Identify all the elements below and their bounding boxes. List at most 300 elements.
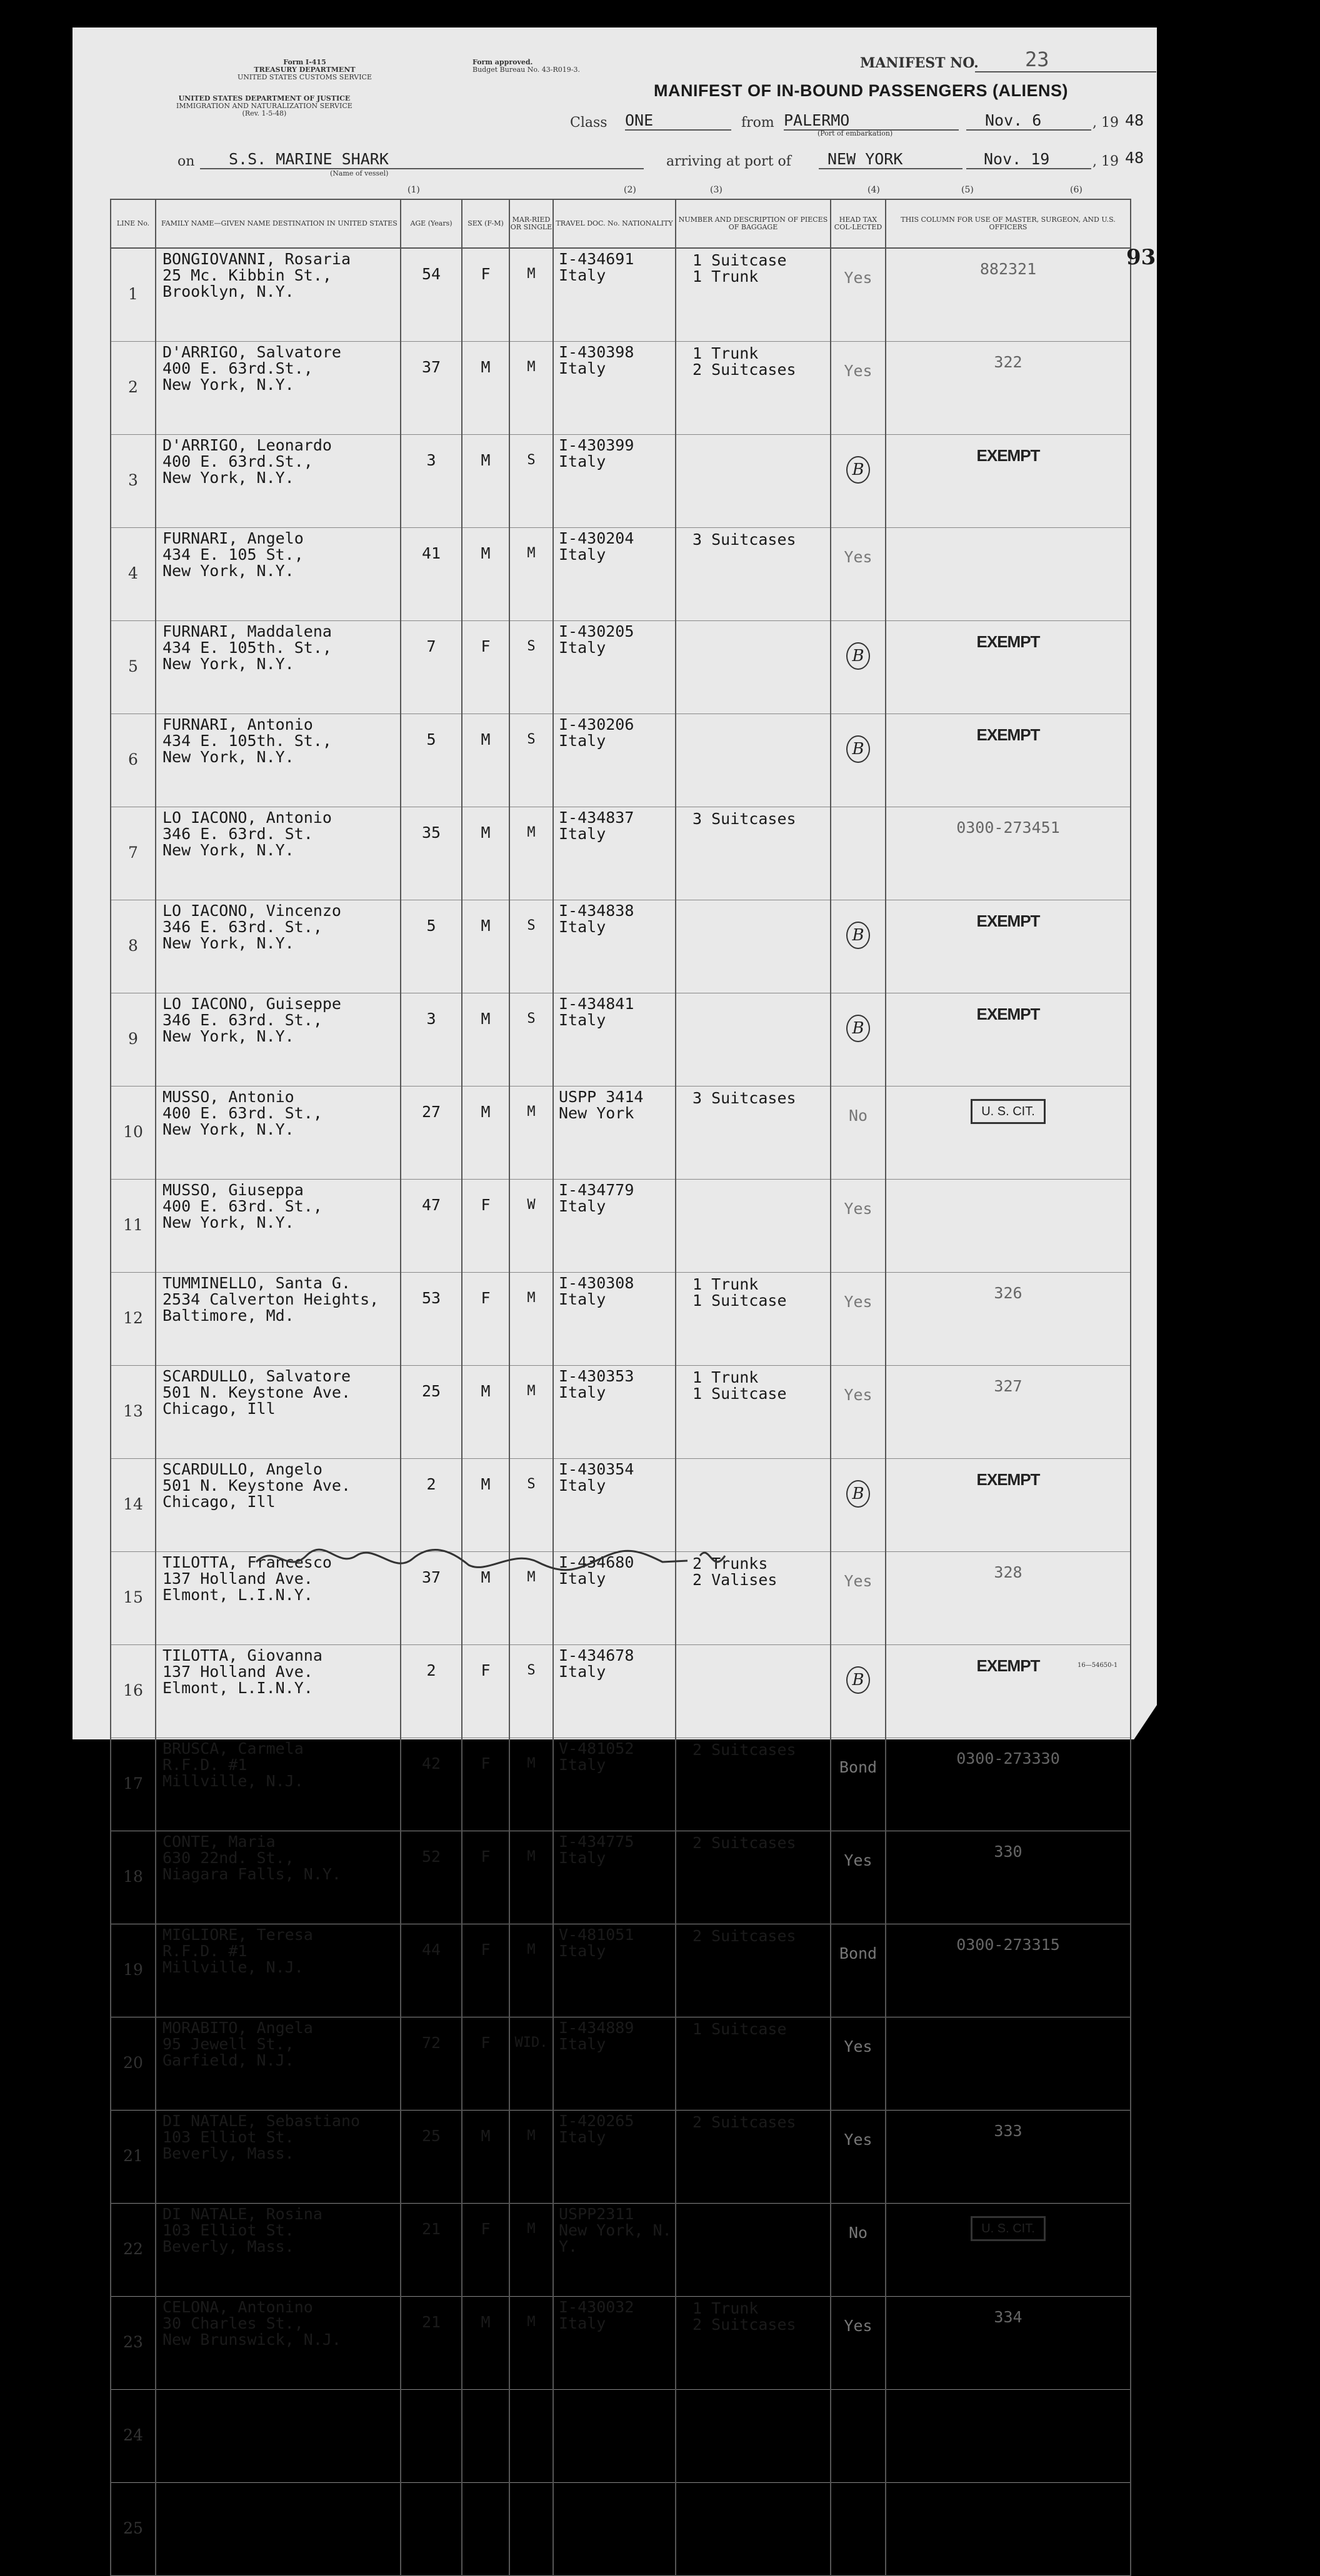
table-row [111, 1366, 1131, 1459]
line-number: 19 [123, 1961, 143, 1979]
marital-value: WID. [514, 2035, 548, 2051]
marital-value: M [527, 1756, 536, 1771]
officer-note: 330 [994, 1842, 1022, 1861]
head-tax-value: Bond [839, 1944, 878, 1962]
line-number: 14 [123, 1495, 143, 1513]
passenger-name: SCARDULLO, Salvatore [162, 1367, 351, 1385]
travel-doc-cell [553, 1924, 676, 2017]
sex-value: M [481, 451, 491, 469]
sex-cell [462, 714, 509, 807]
revision-label: (Rev. 1-5-48) [242, 109, 287, 117]
baggage-line: 1 Trunk [692, 1368, 759, 1386]
passenger-name: SCARDULLO, Angelo [162, 1460, 322, 1478]
marital-value: S [527, 1663, 536, 1678]
marital-cell [509, 1273, 553, 1366]
justice-label: UNITED STATES DEPARTMENT OF JUSTICE [178, 94, 351, 102]
name-cell [156, 1087, 401, 1180]
travel-doc-cell [553, 621, 676, 714]
head-tax-value: Yes [844, 1851, 872, 1869]
marital-value: M [527, 1383, 536, 1399]
address-line: 25 Mc. Kibbin St., [162, 266, 332, 284]
head-tax-cell [831, 714, 886, 807]
us-citizen-stamp: U. S. CIT. [971, 2216, 1046, 2241]
address-line: 400 E. 63rd.St., [162, 452, 313, 470]
sex-value: M [481, 2127, 491, 2145]
manifest-no-value: 23 [975, 47, 1156, 72]
baggage-cell [676, 1087, 831, 1180]
travel-doc-number: I-430206 [559, 715, 634, 734]
travel-doc-number: I-434838 [559, 902, 634, 920]
head-tax-cell [831, 1087, 886, 1180]
age-cell [401, 2297, 462, 2390]
column-number: (5) [961, 185, 974, 195]
treasury-label: TREASURY DEPARTMENT [254, 66, 356, 74]
sex-cell [462, 1366, 509, 1459]
name-cell [156, 435, 401, 528]
passenger-name: BONGIOVANNI, Rosaria [162, 250, 351, 268]
line-number: 8 [128, 937, 138, 955]
header-row [111, 199, 1131, 248]
passenger-name: MORABITO, Angela [162, 2019, 313, 2037]
line-number: 25 [123, 2519, 143, 2537]
baggage-line: 1 Trunk [692, 267, 759, 286]
sex-cell [462, 1180, 509, 1273]
address-line: 346 E. 63rd. St. [162, 825, 313, 843]
sex-cell [462, 1273, 509, 1366]
header-officers: THIS COLUMN FOR USE OF MASTER, SURGEON, AND U.S. OFFICERS [886, 199, 1131, 248]
table-row [111, 2017, 1131, 2111]
line-number: 3 [128, 471, 138, 489]
marital-value: M [527, 2221, 536, 2237]
travel-doc-number: I-434678 [559, 1646, 634, 1664]
age-cell [401, 714, 462, 807]
nationality: Italy [559, 359, 606, 377]
header-travel-doc: TRAVEL DOC. No. NATIONALITY [553, 199, 676, 248]
nationality: Italy [559, 1290, 606, 1308]
head-tax-cell [831, 2017, 886, 2111]
line-number-cell [111, 435, 156, 528]
line-number-cell [111, 993, 156, 1087]
address-city: Millville, N.J. [162, 1958, 304, 1976]
sex-cell [462, 621, 509, 714]
age-value: 3 [426, 451, 436, 469]
officer-cell [886, 342, 1131, 435]
baggage-cell [676, 1366, 831, 1459]
address-city: Baltimore, Md. [162, 1306, 294, 1325]
baggage-cell [676, 1924, 831, 2017]
sex-value: M [481, 1010, 491, 1028]
head-tax-cell [831, 1273, 886, 1366]
age-value: 72 [421, 2034, 441, 2052]
officer-cell [886, 1459, 1131, 1552]
marital-value: M [527, 1290, 536, 1306]
sex-value: M [481, 544, 491, 562]
marital-cell [509, 342, 553, 435]
marital-cell [509, 2390, 553, 2483]
from-label: from [741, 115, 774, 131]
line-number: 17 [123, 1774, 143, 1793]
nationality: Italy [559, 1756, 606, 1774]
age-cell [401, 342, 462, 435]
sex-cell [462, 2297, 509, 2390]
year-prefix: , 19 [1092, 115, 1119, 131]
baggage-cell [676, 2483, 831, 2576]
approval-block [472, 59, 580, 74]
marital-cell [509, 993, 553, 1087]
line-number-cell [111, 1552, 156, 1645]
sex-value: F [481, 265, 491, 283]
age-value: 2 [426, 1475, 436, 1493]
table-row [111, 435, 1131, 528]
name-cell [156, 1738, 401, 1831]
marital-cell [509, 248, 553, 342]
passenger-name: TUMMINELLO, Santa G. [162, 1274, 351, 1292]
line-number: 15 [123, 1588, 143, 1606]
sex-cell [462, 528, 509, 621]
officer-note: 0300-273330 [956, 1749, 1060, 1768]
head-tax-value: Bond [839, 1758, 878, 1776]
passenger-name: FURNARI, Maddalena [162, 622, 332, 640]
head-tax-value: Yes [844, 1572, 872, 1590]
age-value: 41 [421, 544, 441, 562]
officer-cell [886, 1180, 1131, 1273]
head-tax-value: No [848, 2224, 868, 2242]
name-cell [156, 248, 401, 342]
sex-cell [462, 2017, 509, 2111]
address-city: Garfield, N.J. [162, 2051, 294, 2069]
age-value: 47 [421, 1196, 441, 1214]
child-b-mark: B [846, 456, 870, 484]
baggage-line: 1 Trunk [692, 344, 759, 362]
address-city: New York, N.Y. [162, 1027, 294, 1045]
marital-cell [509, 2111, 553, 2204]
baggage-line: 2 Suitcases [692, 2315, 796, 2334]
line-number: 24 [123, 2426, 143, 2444]
class-label: Class [570, 115, 608, 131]
address-line: 346 E. 63rd. St., [162, 918, 322, 936]
officer-cell [886, 900, 1131, 993]
sex-cell [462, 807, 509, 900]
table-row [111, 1180, 1131, 1273]
sex-value: F [481, 1754, 491, 1773]
marital-value: S [527, 732, 536, 747]
passenger-name: D'ARRIGO, Salvatore [162, 343, 341, 361]
passenger-name: LO IACONO, Antonio [162, 808, 332, 827]
marital-value: S [527, 918, 536, 933]
line-number: 16 [123, 1681, 143, 1699]
travel-doc-cell [553, 342, 676, 435]
head-tax-cell [831, 900, 886, 993]
child-b-mark: B [846, 735, 870, 763]
passenger-name: D'ARRIGO, Leonardo [162, 436, 332, 454]
officer-note: 0300-273451 [956, 818, 1060, 837]
age-value: 5 [426, 730, 436, 748]
name-cell [156, 528, 401, 621]
travel-doc-cell [553, 993, 676, 1087]
baggage-cell [676, 807, 831, 900]
name-cell [156, 2017, 401, 2111]
address-city: Chicago, Ill [162, 1400, 276, 1418]
marital-cell [509, 2204, 553, 2297]
baggage-line: 1 Suitcase [692, 1385, 787, 1403]
name-cell [156, 1924, 401, 2017]
manifest-table [110, 199, 1131, 2576]
name-cell [156, 993, 401, 1087]
marital-cell [509, 1645, 553, 1738]
age-value: 21 [421, 2220, 441, 2238]
head-tax-cell [831, 993, 886, 1087]
travel-doc-cell [553, 1273, 676, 1366]
marital-value: W [527, 1197, 536, 1213]
baggage-cell [676, 342, 831, 435]
column-number: (6) [1070, 185, 1082, 195]
head-tax-cell [831, 1180, 886, 1273]
table-row [111, 900, 1131, 993]
officer-cell [886, 528, 1131, 621]
travel-doc-number: I-430353 [559, 1367, 634, 1385]
head-tax-value: Yes [844, 548, 872, 566]
sex-cell [462, 2204, 509, 2297]
baggage-line: 3 Suitcases [692, 810, 796, 828]
page-number: 93 [1126, 245, 1156, 270]
line-number: 18 [123, 1867, 143, 1886]
sex-cell [462, 993, 509, 1087]
baggage-line: 1 Suitcase [692, 251, 787, 269]
header-baggage: NUMBER AND DESCRIPTION OF PIECES OF BAGGAGE [676, 199, 831, 248]
passenger-name: TILOTTA, Francesco [162, 1553, 332, 1571]
age-value: 25 [421, 2127, 441, 2145]
officer-note: 326 [994, 1284, 1022, 1302]
officer-note: 0300-273315 [956, 1936, 1060, 1954]
head-tax-value: No [848, 1106, 868, 1125]
address-line: 400 E. 63rd. St., [162, 1197, 322, 1215]
address-line: 501 N. Keystone Ave. [162, 1476, 351, 1494]
header-line-no: LINE No. [111, 199, 156, 248]
header-age: AGE (Years) [401, 199, 462, 248]
baggage-cell [676, 714, 831, 807]
line-number: 1 [128, 285, 138, 303]
marital-cell [509, 435, 553, 528]
line-number: 6 [128, 750, 138, 768]
table-row [111, 1645, 1131, 1738]
address-city: New York, N.Y. [162, 375, 294, 394]
line-number: 21 [123, 2147, 143, 2165]
officer-cell [886, 248, 1131, 342]
marital-cell [509, 1924, 553, 2017]
address-city: New York, N.Y. [162, 1213, 294, 1231]
child-b-mark: B [846, 1666, 870, 1694]
officer-cell [886, 2111, 1131, 2204]
marital-cell [509, 528, 553, 621]
class-value: ONE [625, 111, 731, 131]
head-tax-cell [831, 2204, 886, 2297]
nationality: Italy [559, 1663, 606, 1681]
passenger-name: DI NATALE, Rosina [162, 2205, 322, 2223]
address-line: 400 E. 63rd. St., [162, 1104, 322, 1122]
baggage-line: 2 Trunks [692, 1554, 768, 1573]
head-tax-value: Yes [844, 1200, 872, 1218]
officer-note: 882321 [979, 260, 1037, 278]
baggage-cell [676, 1273, 831, 1366]
travel-doc-cell [553, 2390, 676, 2483]
nationality: Italy [559, 1942, 606, 1960]
sex-value: M [481, 1382, 491, 1400]
marital-value: M [527, 359, 536, 375]
name-cell [156, 1366, 401, 1459]
head-tax-cell [831, 1738, 886, 1831]
marital-cell [509, 621, 553, 714]
travel-doc-cell [553, 1087, 676, 1180]
passenger-name: DI NATALE, Sebastiano [162, 2112, 361, 2130]
sex-value: M [481, 2313, 491, 2331]
age-cell [401, 621, 462, 714]
sex-cell [462, 1831, 509, 1924]
sex-value: F [481, 2034, 491, 2052]
line-number-cell [111, 714, 156, 807]
travel-doc-number: I-434889 [559, 2019, 634, 2037]
age-cell [401, 1366, 462, 1459]
line-number: 12 [123, 1309, 143, 1327]
table-row [111, 1087, 1131, 1180]
sex-cell [462, 900, 509, 993]
age-value: 37 [421, 358, 441, 376]
marital-value: M [527, 1942, 536, 1957]
baggage-line: 3 Suitcases [692, 1089, 796, 1107]
baggage-cell [676, 1180, 831, 1273]
age-cell [401, 2483, 462, 2576]
sex-value: M [481, 917, 491, 935]
travel-doc-cell [553, 1366, 676, 1459]
age-cell [401, 1087, 462, 1180]
marital-cell [509, 1180, 553, 1273]
exempt-stamp: EXEMPT [976, 632, 1040, 651]
head-tax-value: Yes [844, 2317, 872, 2335]
baggage-line: 2 Suitcases [692, 2113, 796, 2131]
sex-cell [462, 2483, 509, 2576]
address-city: New York, N.Y. [162, 934, 294, 952]
address-city: Elmont, L.I.N.Y. [162, 1679, 313, 1697]
age-value: 25 [421, 1382, 441, 1400]
nationality: Italy [559, 732, 606, 750]
sex-cell [462, 342, 509, 435]
passenger-name: CELONA, Antonino [162, 2298, 313, 2316]
address-line: 434 E. 105 St., [162, 545, 304, 564]
travel-doc-cell [553, 1180, 676, 1273]
address-city: Beverly, Mass. [162, 2144, 294, 2162]
sex-cell [462, 435, 509, 528]
baggage-line: 1 Trunk [692, 1275, 759, 1293]
passenger-name: MUSSO, Antonio [162, 1088, 294, 1106]
officer-note: 322 [994, 353, 1022, 371]
baggage-line: 2 Suitcases [692, 1741, 796, 1759]
address-city: New York, N.Y. [162, 748, 294, 766]
officer-note: 334 [994, 2308, 1022, 2326]
form-number: Form I-415 [283, 58, 326, 66]
head-tax-cell [831, 621, 886, 714]
table-row [111, 342, 1131, 435]
line-number: 11 [123, 1216, 143, 1234]
address-city: Beverly, Mass. [162, 2237, 294, 2255]
travel-doc-cell [553, 714, 676, 807]
address-line: 2534 Calverton Heights, [162, 1290, 379, 1308]
head-tax-cell [831, 528, 886, 621]
sex-value: F [481, 2220, 491, 2238]
nationality: Italy [559, 2314, 606, 2332]
name-cell [156, 1831, 401, 1924]
address-line: 30 Charles St., [162, 2314, 304, 2332]
marital-value: M [527, 825, 536, 840]
arriving-label: arriving at port of [666, 154, 791, 169]
officer-cell [886, 1738, 1131, 1831]
marital-cell [509, 1738, 553, 1831]
nationality: Italy [559, 2035, 606, 2053]
travel-doc-number: I-434775 [559, 1833, 634, 1851]
baggage-line: 1 Suitcase [692, 2020, 787, 2038]
age-value: 54 [421, 265, 441, 283]
travel-doc-cell [553, 2483, 676, 2576]
sex-cell [462, 248, 509, 342]
marital-value: M [527, 2128, 536, 2144]
officer-cell [886, 1366, 1131, 1459]
child-b-mark: B [846, 1480, 870, 1508]
age-value: 2 [426, 1661, 436, 1679]
line-number-cell [111, 1738, 156, 1831]
travel-doc-cell [553, 2111, 676, 2204]
line-number-cell [111, 1831, 156, 1924]
embark-date: Nov. 6 [966, 111, 1091, 131]
age-cell [401, 2017, 462, 2111]
sex-cell [462, 1645, 509, 1738]
travel-doc-cell [553, 248, 676, 342]
head-tax-cell [831, 1924, 886, 2017]
passenger-name: MUSSO, Giuseppa [162, 1181, 304, 1199]
head-tax-value: Yes [844, 2037, 872, 2056]
sex-value: F [481, 1196, 491, 1214]
nationality: Italy [559, 1476, 606, 1494]
travel-doc-cell [553, 2017, 676, 2111]
customs-label: UNITED STATES CUSTOMS SERVICE [238, 73, 372, 81]
sex-value: M [481, 823, 491, 842]
head-tax-cell [831, 2390, 886, 2483]
line-number-cell [111, 807, 156, 900]
table-row [111, 2390, 1131, 2483]
travel-doc-number: I-430205 [559, 622, 634, 640]
vessel-name: S.S. MARINE SHARK [200, 150, 644, 169]
table-row [111, 621, 1131, 714]
page-title: MANIFEST OF IN-BOUND PASSENGERS (ALIENS) [654, 81, 1069, 100]
age-cell [401, 248, 462, 342]
travel-doc-number: V-481052 [559, 1739, 634, 1758]
sex-cell [462, 2111, 509, 2204]
embark-year: 48 [1125, 111, 1144, 129]
line-number-cell [111, 1180, 156, 1273]
age-value: 3 [426, 1010, 436, 1028]
sex-cell [462, 1087, 509, 1180]
baggage-cell [676, 1645, 831, 1738]
port-caption: (Port of embarkation) [818, 129, 893, 137]
column-number: (1) [408, 185, 420, 195]
travel-doc-number: I-430308 [559, 1274, 634, 1292]
exempt-stamp: EXEMPT [976, 912, 1040, 930]
line-number: 20 [123, 2054, 143, 2072]
line-number-cell [111, 2204, 156, 2297]
budget-bureau-label: Budget Bureau No. 43-R019-3. [472, 66, 581, 74]
exempt-stamp: EXEMPT [976, 1470, 1040, 1489]
age-cell [401, 993, 462, 1087]
justice-block [176, 95, 352, 117]
line-number-cell [111, 1366, 156, 1459]
line-number-cell [111, 1924, 156, 2017]
